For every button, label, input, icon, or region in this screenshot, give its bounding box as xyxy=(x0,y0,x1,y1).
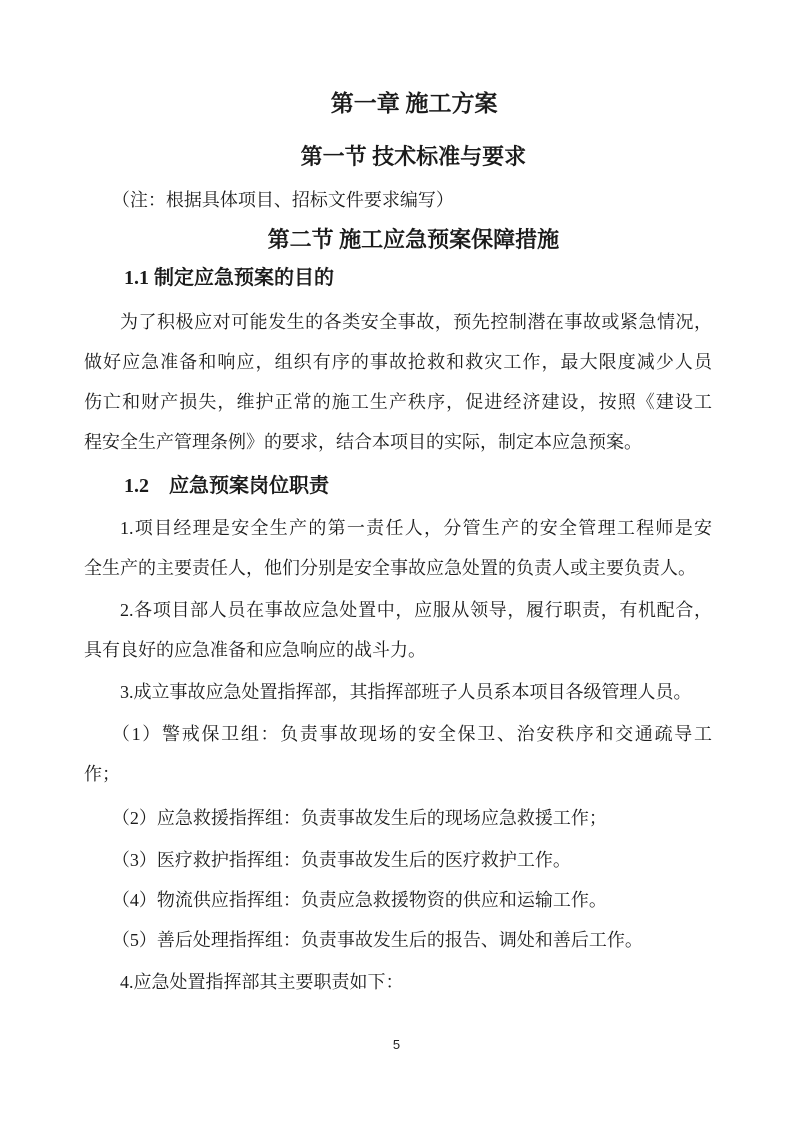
page-number: 5 xyxy=(392,1037,401,1052)
paragraph-purpose: 为了积极应对可能发生的各类安全事故，预先控制潜在事故或紧急情况， 做好应急准备和响应，组织有序的事故抢救和救灾工作，最大限度减少人员 伤亡和财产损失，维护正常的施工生产秩序，促进经济建设，按照《建设工 程安全生产管理条例》的要求，结合本项目的实际，制定本应急预案。 xyxy=(84,312,712,452)
page-footer xyxy=(0,1036,793,1054)
chapter-title: 第一章 施工方案 xyxy=(330,91,498,116)
paragraph-item-1: 1.项目经理是安全生产的第一责任人，分管生产的安全管理工程师是安 全生产的主要责任人，他们分别是安全事故应急处置的负责人或主要负责人。 xyxy=(84,518,712,578)
paragraph-group-1: （1）警戒保卫组：负责事故现场的安全保卫、治安秩序和交通疏导工 作； xyxy=(84,724,712,784)
section-2-title: 第二节 施工应急预案保障措施 xyxy=(267,227,560,252)
paragraph-group-5: （5）善后处理指挥组：负责事故发生后的报告、调处和善后工作。 xyxy=(111,930,643,950)
document-content xyxy=(84,0,712,1002)
paragraph-item-3: 3.成立事故应急处置指挥部，其指挥部班子人员系本项目各级管理人员。 xyxy=(120,682,692,702)
section-1-title: 第一节 技术标准与要求 xyxy=(300,144,527,169)
heading-1-1: 1.1 制定应急预案的目的 xyxy=(124,267,334,289)
heading-1-2: 1.2 应急预案岗位职责 xyxy=(124,475,329,497)
paragraph-item-2: 2.各项目部人员在事故应急处置中，应服从领导，履行职责，有机配合， 具有良好的应急准备和应急响应的战斗力。 xyxy=(84,600,712,660)
paragraph-group-4: （4）物流供应指挥组：负责应急救援物资的供应和运输工作。 xyxy=(111,890,607,910)
paragraph-item-4: 4.应急处置指挥部其主要职责如下： xyxy=(120,972,404,992)
paragraph-group-3: （3）医疗救护指挥组：负责事故发生后的医疗救护工作。 xyxy=(111,850,571,870)
paragraph-group-2: （2）应急救援指挥组：负责事故发生后的现场应急救援工作； xyxy=(111,808,607,828)
section-1-note: （注：根据具体项目、招标文件要求编写） xyxy=(111,190,454,210)
